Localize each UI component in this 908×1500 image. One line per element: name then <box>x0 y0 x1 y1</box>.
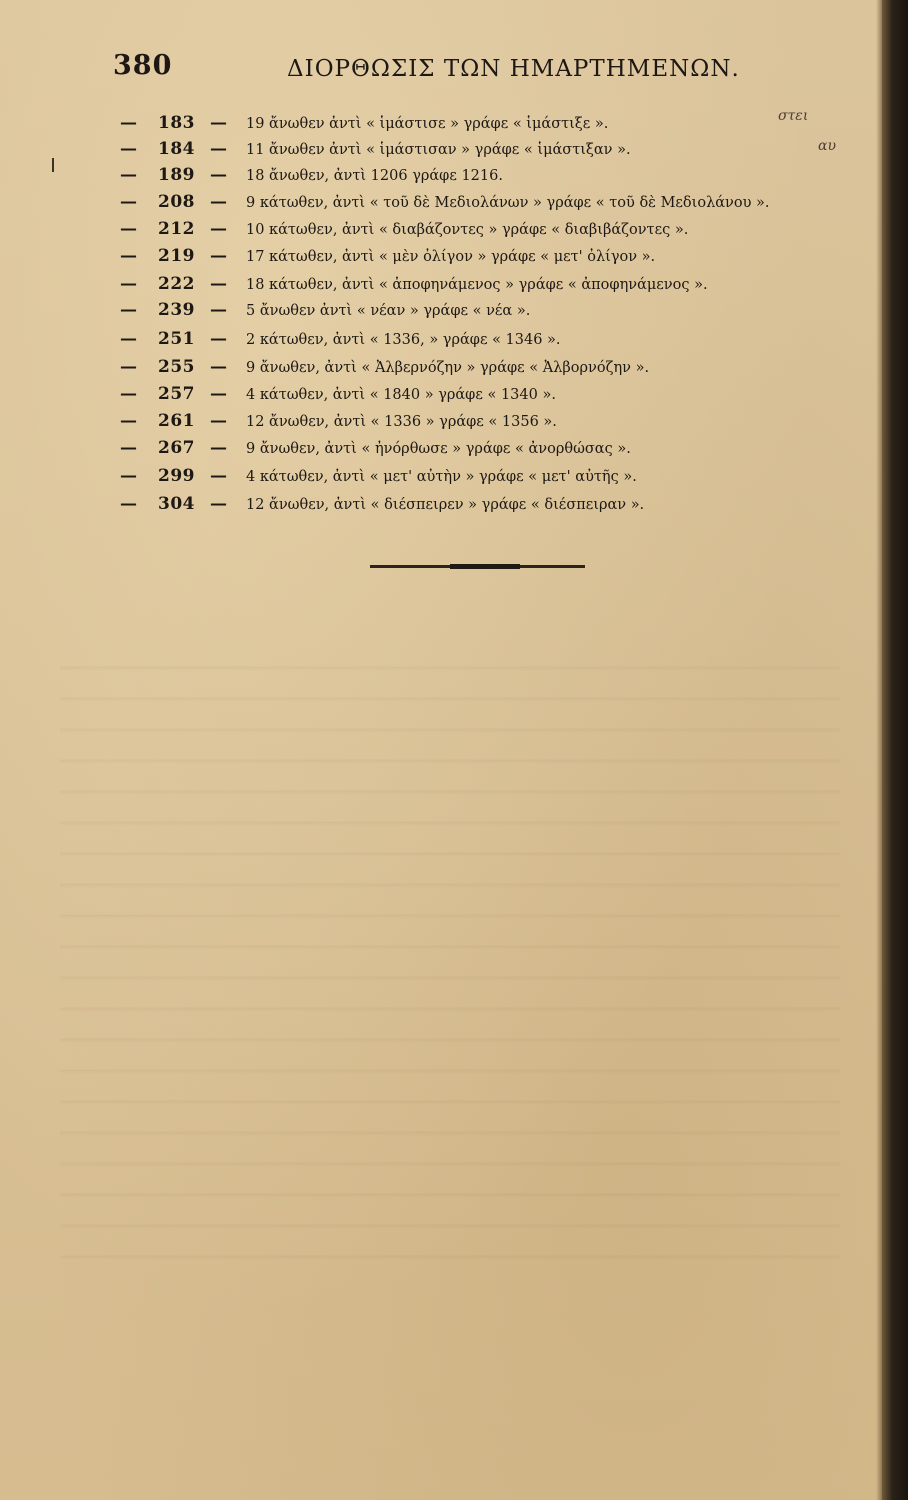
errata-entry <box>120 274 880 298</box>
entry-dash: — <box>120 274 137 294</box>
entry-separator: — <box>210 139 227 159</box>
errata-entry <box>120 438 880 462</box>
errata-entry <box>120 357 880 381</box>
errata-entry <box>120 246 880 270</box>
entry-page-number: 184 <box>158 139 195 159</box>
entry-correction: 18 κάτωθεν, ἀντὶ « ἀποφηνάμενος » γράφε « ἀποφηνάμενος ». <box>246 277 708 293</box>
entry-dash: — <box>120 411 137 431</box>
entry-correction: 2 κάτωθεν, ἀντὶ « 1336, » γράφε « 1346 ». <box>246 332 561 348</box>
entry-correction: 18 ἄνωθεν, ἀντὶ 1206 γράφε 1216. <box>246 168 503 184</box>
entry-separator: — <box>210 192 227 212</box>
errata-entry <box>120 219 880 243</box>
entry-separator: — <box>210 357 227 377</box>
entry-page-number: 251 <box>158 329 195 349</box>
entry-page-number: 257 <box>158 384 195 404</box>
book-spine <box>882 0 908 1500</box>
entry-page-number: 239 <box>158 300 195 320</box>
entry-dash: — <box>120 329 137 349</box>
show-through-text <box>60 640 840 1280</box>
entry-correction: 19 ἄνωθεν ἀντὶ « ἱμάστισε » γράφε « ἱμάστιξε ». <box>246 116 609 132</box>
entry-separator: — <box>210 411 227 431</box>
entry-dash: — <box>120 384 137 404</box>
entry-correction: 9 κάτωθεν, ἀντὶ « τοῦ δὲ Μεδιολάνων » γράφε « τοῦ δὲ Μεδιολάνου ». <box>246 195 770 211</box>
entry-dash: — <box>120 466 137 486</box>
entry-separator: — <box>210 438 227 458</box>
entry-correction: 12 ἄνωθεν, ἀντὶ « διέσπειρεν » γράφε « διέσπειραν ». <box>246 497 645 513</box>
handwritten-margin-note: στει <box>778 108 809 124</box>
entry-page-number: 208 <box>158 192 195 212</box>
entry-correction: 9 ἄνωθεν, ἀντὶ « Ἀλβερνόζην » γράφε « Ἀλβορνόζην ». <box>246 360 650 376</box>
entry-correction: 10 κάτωθεν, ἀντὶ « διαβάζοντες » γράφε « διαβιβάζοντες ». <box>246 222 689 238</box>
errata-entry <box>120 192 880 216</box>
entry-dash: — <box>120 113 137 133</box>
entry-page-number: 261 <box>158 411 195 431</box>
entry-page-number: 299 <box>158 466 195 486</box>
entry-dash: — <box>120 139 137 159</box>
errata-entry <box>120 165 880 189</box>
entry-page-number: 189 <box>158 165 195 185</box>
entry-separator: — <box>210 274 227 294</box>
entry-page-number: 304 <box>158 494 195 514</box>
entry-dash: — <box>120 300 137 320</box>
entry-page-number: 219 <box>158 246 195 266</box>
margin-mark <box>52 158 54 172</box>
entry-separator: — <box>210 113 227 133</box>
entry-correction: 17 κάτωθεν, ἀντὶ « μὲν ὀλίγον » γράφε « μετ' ὀλίγον ». <box>246 249 656 265</box>
entry-separator: — <box>210 329 227 349</box>
closing-rule-ornament <box>450 564 520 569</box>
entry-correction: 4 κάτωθεν, ἀντὶ « μετ' αὐτὴν » γράφε « μετ' αὐτῆς ». <box>246 469 637 485</box>
errata-entry <box>120 494 880 518</box>
entry-page-number: 183 <box>158 113 195 133</box>
entry-page-number: 222 <box>158 274 195 294</box>
entry-separator: — <box>210 494 227 514</box>
entry-page-number: 267 <box>158 438 195 458</box>
entry-page-number: 212 <box>158 219 195 239</box>
entry-dash: — <box>120 494 137 514</box>
entry-page-number: 255 <box>158 357 195 377</box>
handwritten-margin-note: αυ <box>818 138 836 154</box>
entry-separator: — <box>210 384 227 404</box>
entry-separator: — <box>210 466 227 486</box>
page-number: 380 <box>113 50 173 81</box>
errata-entry <box>120 329 880 353</box>
entry-separator: — <box>210 165 227 185</box>
entry-dash: — <box>120 246 137 266</box>
entry-dash: — <box>120 357 137 377</box>
running-head: ΔΙΟΡΘΩΣΙΣ ΤΩΝ ΗΜΑΡΤΗΜΕΝΩΝ. <box>287 56 740 82</box>
entry-dash: — <box>120 219 137 239</box>
entry-correction: 12 ἄνωθεν, ἀντὶ « 1336 » γράφε « 1356 ». <box>246 414 557 430</box>
entry-correction: 4 κάτωθεν, ἀντὶ « 1840 » γράφε « 1340 ». <box>246 387 556 403</box>
entry-separator: — <box>210 300 227 320</box>
errata-entry <box>120 113 880 137</box>
entry-correction: 9 ἄνωθεν, ἀντὶ « ἠνόρθωσε » γράφε « ἀνορθώσας ». <box>246 441 631 457</box>
errata-entry <box>120 139 880 163</box>
entry-separator: — <box>210 219 227 239</box>
entry-dash: — <box>120 438 137 458</box>
entry-correction: 5 ἄνωθεν ἀντὶ « νέαν » γράφε « νέα ». <box>246 303 531 319</box>
errata-entry <box>120 466 880 490</box>
entry-correction: 11 ἄνωθεν ἀντὶ « ἱμάστισαν » γράφε « ἱμάστιξαν ». <box>246 142 631 158</box>
entry-separator: — <box>210 246 227 266</box>
errata-entry <box>120 411 880 435</box>
entry-dash: — <box>120 192 137 212</box>
errata-entry <box>120 300 880 324</box>
entry-dash: — <box>120 165 137 185</box>
errata-entry <box>120 384 880 408</box>
